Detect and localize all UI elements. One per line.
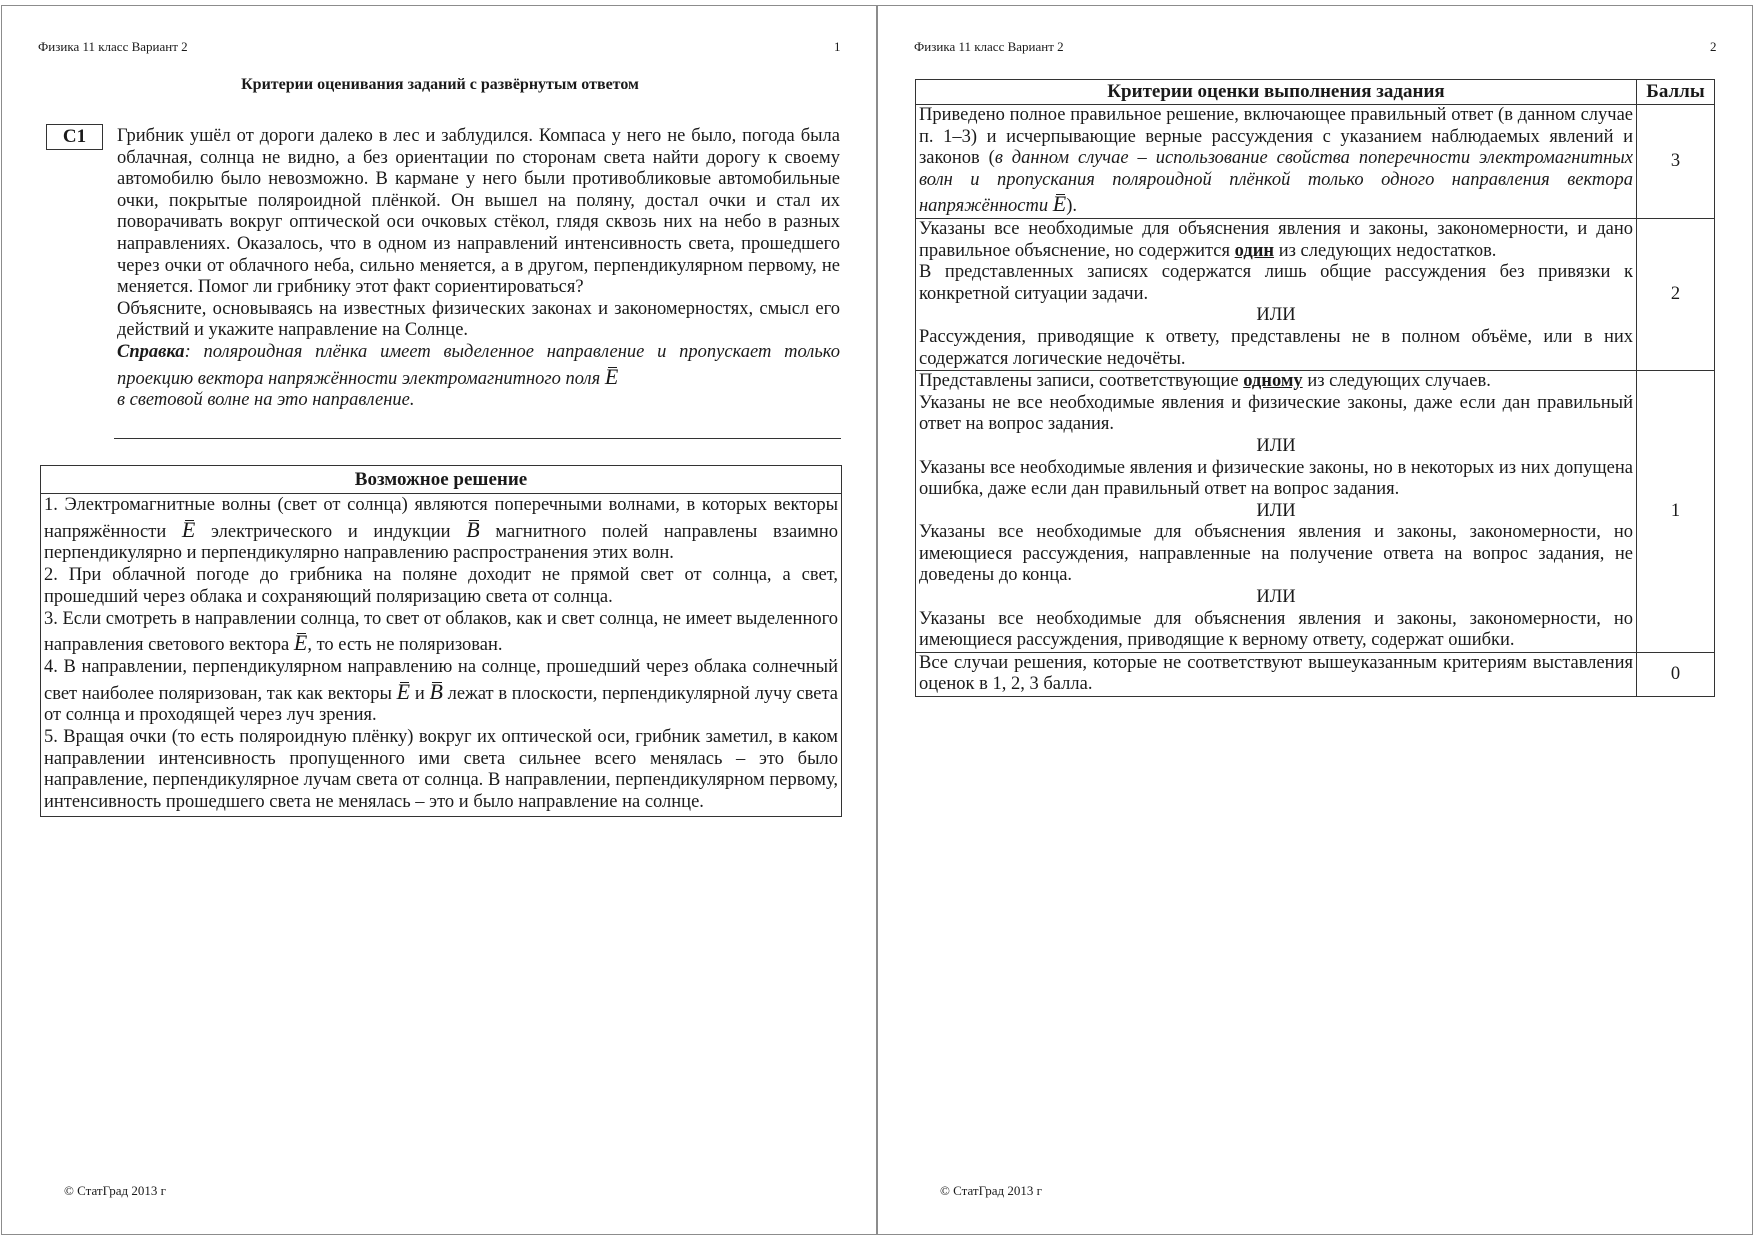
vector-b-symbol: B	[466, 516, 480, 542]
page-number: 1	[834, 39, 841, 54]
page-header: Физика 11 класс Вариант 2	[38, 39, 188, 54]
task-text-block	[117, 126, 840, 412]
criteria-table-header	[916, 80, 1715, 105]
criteria-text: Приведено полное правильное решение, включающее правильный ответ (в данном случае п. 1–3) и исчерпывающие верные рассуждения с указанием наблюдаемых явлений и законов (в данном случае – использование свойства поперечности электромагнитных волн и пропускания поляроидной плёнкой только одного направления вектора напряжённости E).	[916, 105, 1637, 219]
page-footer: © СтатГрад 2013 г	[940, 1183, 1042, 1198]
or-separator: ИЛИ	[1256, 587, 1296, 608]
solution-step-1: 1. Электромагнитные волны (свет от солнца) являются поперечными волнами, в которых векторы напряжённости E электрического и индукции B магнитного полей направлены взаимно перпендикулярно и перпендикулярно направлению распространения этих волн.	[44, 495, 839, 564]
criteria-points: 3	[1637, 105, 1715, 219]
solution-box	[40, 465, 842, 817]
task-badge: С1	[46, 124, 103, 150]
column-criteria: Критерии оценки выполнения задания	[916, 80, 1637, 105]
page-left	[1, 5, 877, 1235]
task-question: Объясните, основываясь на известных физических законах и закономерностях, смысл его действий и укажите направление на Солнце.	[117, 298, 840, 341]
solution-step-2: 2. При облачной погоде до грибника на поляне доходит не прямой свет от солнца, а свет, прошедший через облака и сохраняющий поляризацию света от солнца.	[44, 565, 838, 607]
criteria-row-3	[916, 105, 1715, 219]
task-divider	[114, 438, 841, 439]
criteria-row-2	[916, 218, 1715, 370]
criteria-row-0	[916, 652, 1715, 696]
or-separator: ИЛИ	[1256, 305, 1296, 326]
solution-step-3: 3. Если смотреть в направлении солнца, то свет от облаков, как и свет солнца, не имеет выделенного направления светового вектора E, то есть не поляризован.	[44, 608, 838, 656]
solution-body	[41, 494, 841, 816]
page-header: Физика 11 класс Вариант 2	[914, 39, 1064, 54]
criteria-table	[915, 79, 1715, 697]
vector-e-symbol: E	[181, 516, 196, 542]
task-statement: Грибник ушёл от дороги далеко в лес и заблудился. Компаса у него не было, погода была облачная, солнца не видно, а без ориентации по сторонам света найти дорогу к своему автомобилю было невозможно. В кармане у него были противобликовые автомобильные очки, покрытые поляроидной плёнкой. Он вышел на поляну, достал очки и стал их поворачивать вокруг оптической оси очковых стёкол, глядя сквозь них на небо в разных направлениях. Оказалось, что в одном из направлений интенсивность света, прошедшего через очки от облачного неба, сильно меняется, а в другом, перпендикулярном первому, не меняется. Помог ли грибнику этот факт сориентироваться?	[117, 126, 840, 298]
column-points: Баллы	[1637, 80, 1715, 105]
note-label: Справка	[117, 341, 185, 362]
criteria-points: 0	[1637, 652, 1715, 696]
section-title: Критерии оценивания заданий с развёрнутым ответом	[241, 76, 639, 93]
criteria-points: 2	[1637, 218, 1715, 370]
solution-title: Возможное решение	[41, 466, 841, 494]
criteria-text: Указаны все необходимые для объяснения явления и законы, закономерности, и дано правильное объяснение, но содержится один из следующих недостатков. В представленных записях содержатся лишь общие рассуждения без привязки к конкретной ситуации задачи. ИЛИ Рассуждения, приводящие к ответу, представлены не в полном объёме, или в них содержатся логические недочёты.	[916, 218, 1637, 370]
vector-e-symbol: E	[396, 678, 411, 704]
criteria-text: Все случаи решения, которые не соответствуют вышеуказанным критериям выставления оценок в 1, 2, 3 балла.	[916, 652, 1637, 696]
or-separator: ИЛИ	[1256, 500, 1296, 521]
or-separator: ИЛИ	[1256, 435, 1296, 456]
solution-step-4: 4. В направлении, перпендикулярном направлению на солнце, прошедший через облака солнечный свет наиболее поляризован, так как векторы E и B лежат в плоскости, перпендикулярной лучу света от солнца и проходящей через луч зрения.	[44, 656, 838, 726]
page-number: 2	[1710, 39, 1717, 54]
note-text: : поляроидная плёнка имеет выделенное направление и пропускает только проекцию вектора напряжённости электромагнитного поля	[117, 341, 840, 389]
task-note	[117, 342, 840, 412]
vector-e-symbol: E	[293, 630, 308, 656]
vector-b-symbol: B	[429, 678, 443, 704]
page-footer: © СтатГрад 2013 г	[64, 1183, 166, 1198]
page-right	[877, 5, 1753, 1235]
note-end: в световой волне на это направление.	[117, 390, 415, 411]
criteria-text: Представлены записи, соответствующие одному из следующих случаев. Указаны не все необходимые явления и физические законы, даже если дан правильный ответ на вопрос задания. ИЛИ Указаны все необходимые явления и физические законы, но в некоторых из них допущена ошибка, даже если дан правильный ответ на вопрос задания. ИЛИ Указаны все необходимые для объяснения явления и законы, закономерности, но имеющиеся рассуждения, направленные на получение ответа на вопрос задания, не доведены до конца. ИЛИ Указаны все необходимые для объяснения явления и законы, закономерности, но имеющиеся рассуждения, приводящие к верному ответу, содержат ошибки.	[916, 371, 1637, 653]
criteria-points: 1	[1637, 371, 1715, 653]
criteria-row-1	[916, 371, 1715, 653]
vector-e-symbol: E	[1052, 191, 1067, 217]
vector-e-symbol: E	[604, 363, 619, 389]
solution-step-5: 5. Вращая очки (то есть поляроидную плёнку) вокруг их оптической оси, грибник заметил, в каком направлении интенсивность пропущенного ими света сильнее всего менялась – это было направление, перпендикулярное лучам света от солнца. В направлении, перпендикулярном первому, интенсивность прошедшего света не менялась – это и было направление на солнце.	[44, 727, 838, 813]
